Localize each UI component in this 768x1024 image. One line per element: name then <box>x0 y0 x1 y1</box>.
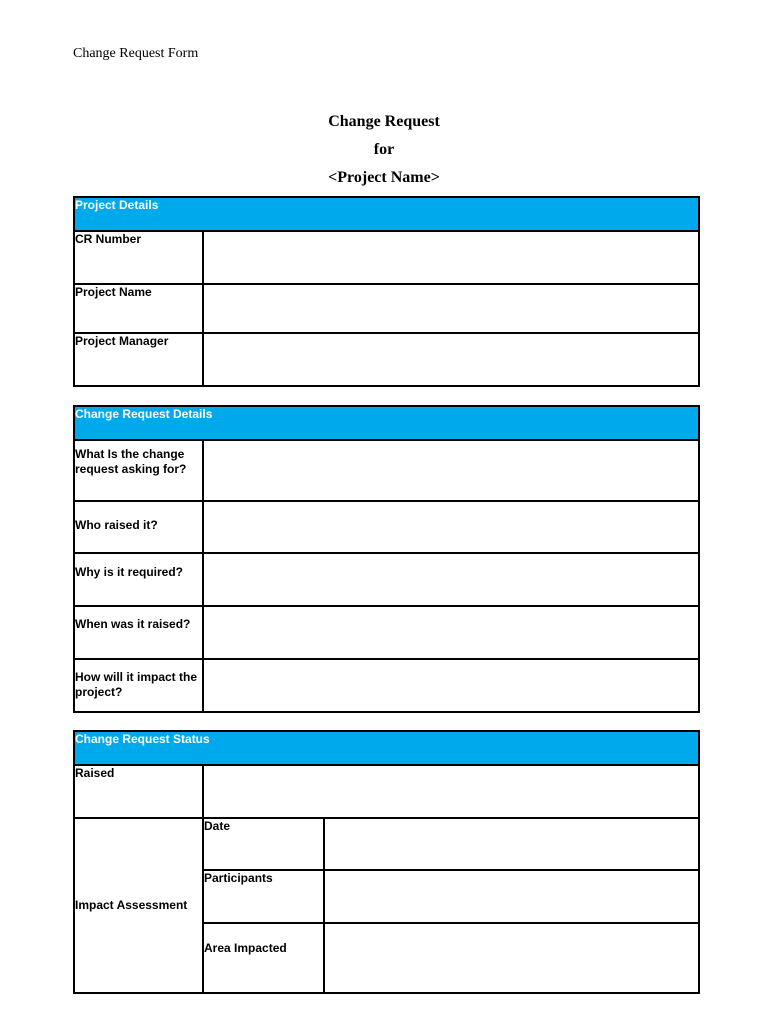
participants-field[interactable] <box>324 870 699 923</box>
change-request-status-heading: Change Request Status <box>74 731 699 765</box>
date-field[interactable] <box>324 818 699 870</box>
cr-number-label: CR Number <box>74 231 203 284</box>
why-required-field[interactable] <box>203 553 699 606</box>
table-row <box>74 440 699 501</box>
impact-project-label: How will it impact the project? <box>74 659 203 712</box>
table-row <box>74 818 699 870</box>
who-raised-label: Who raised it? <box>74 501 203 553</box>
when-raised-label: When was it raised? <box>74 606 203 659</box>
what-is-it-asking-field[interactable] <box>203 440 699 501</box>
raised-label: Raised <box>74 765 203 818</box>
cr-number-field[interactable] <box>203 231 699 284</box>
table-row <box>74 333 699 386</box>
table-row <box>74 501 699 553</box>
table-row <box>74 606 699 659</box>
why-required-label: Why is it required? <box>74 553 203 606</box>
table-row <box>74 765 699 818</box>
project-name-field[interactable] <box>203 284 699 333</box>
project-manager-field[interactable] <box>203 333 699 386</box>
project-manager-label: Project Manager <box>74 333 203 386</box>
title-line-2: for <box>373 141 395 158</box>
area-impacted-field[interactable] <box>324 923 699 993</box>
project-details-table <box>73 196 700 387</box>
change-request-details-table <box>73 405 700 713</box>
table-row <box>74 284 699 333</box>
date-label: Date <box>203 818 324 870</box>
raised-field[interactable] <box>203 765 699 818</box>
table-row <box>74 659 699 712</box>
project-details-heading: Project Details <box>74 197 699 231</box>
change-request-details-heading: Change Request Details <box>74 406 699 440</box>
title-line-3: <Project Name> <box>328 169 440 186</box>
area-impacted-label: Area Impacted <box>203 923 324 993</box>
project-name-label: Project Name <box>74 284 203 333</box>
impact-assessment-label: Impact Assessment <box>74 818 203 993</box>
participants-label: Participants <box>203 870 324 923</box>
table-row <box>74 553 699 606</box>
document-header: Change Request Form <box>73 46 199 61</box>
when-raised-field[interactable] <box>203 606 699 659</box>
title-line-1: Change Request <box>328 113 440 130</box>
what-is-it-asking-label: What Is the change request asking for? <box>74 440 203 501</box>
impact-project-field[interactable] <box>203 659 699 712</box>
who-raised-field[interactable] <box>203 501 699 553</box>
table-row <box>74 231 699 284</box>
change-request-status-table <box>73 730 700 994</box>
